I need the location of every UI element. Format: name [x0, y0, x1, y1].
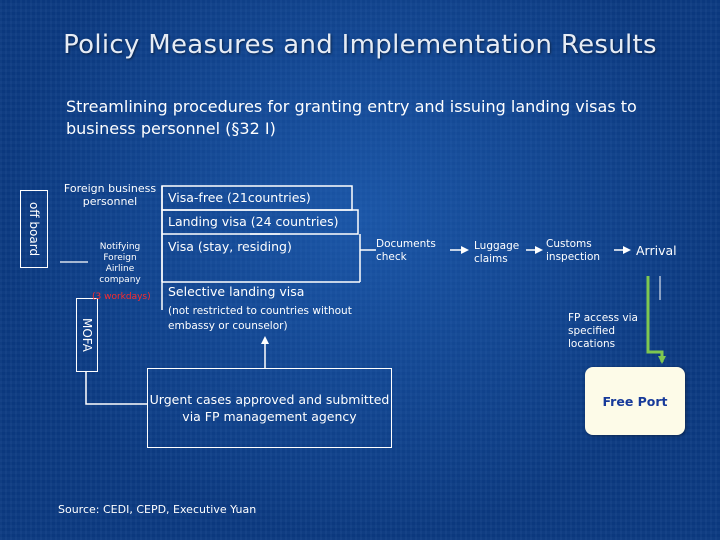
fp-access-label: FP access via specified locations	[568, 312, 638, 350]
luggage-claims-label: Luggage claims	[474, 240, 520, 265]
landing-visa-text: Landing visa (24 countries)	[168, 214, 339, 229]
customs-inspection-label: Customs inspection	[546, 238, 601, 263]
visa-stay-text: Visa (stay, residing)	[168, 239, 292, 254]
free-port-box: Free Port	[585, 367, 685, 435]
arrival-label: Arrival	[636, 243, 677, 258]
notifying-airline-label: Notifying Foreign Airline company	[99, 242, 141, 285]
mofa-urgent-loop	[86, 372, 147, 404]
selective-landing-text: Selective landing visa	[168, 284, 305, 299]
not-restricted-text: (not restricted to countries without embassy or counselor)	[168, 305, 352, 332]
source-note: Source: CEDI, CEPD, Executive Yuan	[58, 503, 257, 516]
visa-free-text: Visa-free (21countries)	[168, 190, 311, 205]
mofa-label: MOFA	[76, 298, 98, 372]
foreign-business-label: Foreign business personnel	[63, 182, 157, 208]
documents-check-label: Documents check	[376, 238, 436, 263]
page-title: Policy Measures and Implementation Results	[63, 30, 657, 60]
subtitle: Streamlining procedures for granting entry and issuing landing visas to business personnel (§32 I)	[66, 97, 637, 138]
off-board-label: off board	[20, 190, 48, 268]
urgent-cases-box: Urgent cases approved and submitted via FP management agency	[147, 368, 392, 448]
workdays-label: (3 workdays)	[92, 292, 151, 302]
